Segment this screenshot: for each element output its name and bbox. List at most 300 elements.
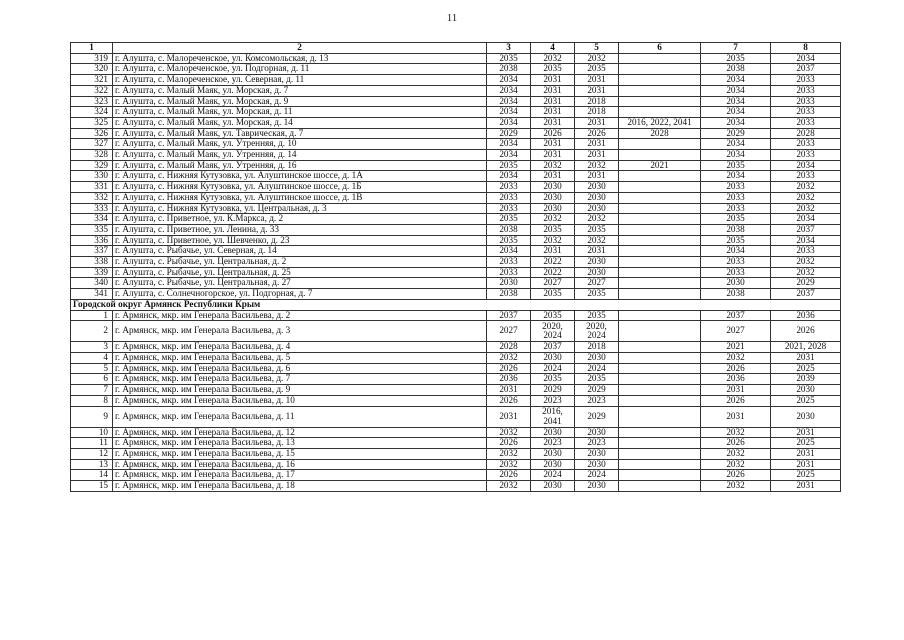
table-row [71,160,841,171]
table-cell: 2032 [531,214,575,225]
table-cell: г. Алушта, с. Малый Маяк, ул. Утренняя, д. 14 [113,150,487,161]
table-row [71,289,841,300]
table-row [71,117,841,128]
table-cell: 2034 [771,160,841,171]
table-cell: 2031 [575,75,619,86]
table-cell: 2029 [531,385,575,396]
table-cell: 2027 [575,278,619,289]
table-cell: г. Алушта, с. Малореченское, ул. Северная, д. 11 [113,75,487,86]
table-cell: 2030 [531,182,575,193]
table-cell: 2032 [575,235,619,246]
table-cell: 2036 [487,374,531,385]
table-cell: 2030 [531,192,575,203]
table-cell: 2032 [701,481,771,492]
table-cell: 2032 [771,182,841,193]
table-row [71,481,841,492]
table-cell: 2032 [575,214,619,225]
table-cell: 2034 [487,85,531,96]
table-cell: 11 [71,438,113,449]
table-cell: 2035 [575,224,619,235]
table-cell: 334 [71,214,113,225]
table-cell: 1 [71,310,113,321]
table-cell [619,289,701,300]
table-cell: 2034 [701,96,771,107]
table-cell: г. Армянск, мкр. им Генерала Васильева, д. 16 [113,459,487,470]
table-cell: г. Алушта, с. Нижняя Кутузовка, ул. Центральная, д. 3 [113,203,487,214]
table-cell: 2037 [701,310,771,321]
table-cell: 2018 [575,107,619,118]
table-cell [619,427,701,438]
table-cell: 2018 [575,96,619,107]
table-cell [619,192,701,203]
table-cell: 2025 [771,363,841,374]
table-cell [619,267,701,278]
table-cell: 4 [71,352,113,363]
table-cell: 2030 [531,352,575,363]
table-cell: 2032 [487,459,531,470]
table-cell: 2033 [771,139,841,150]
housing-table [70,42,841,492]
table-cell: 2031 [771,352,841,363]
table-cell: 2031 [575,117,619,128]
page-number: 11 [446,12,458,24]
table-cell: 2035 [531,224,575,235]
table-cell: г. Армянск, мкр. им Генерала Васильева, д. 6 [113,363,487,374]
table-cell: 2035 [575,310,619,321]
table-row [71,438,841,449]
table-cell: г. Алушта, с. Малореченское, ул. Комсомольская, д. 13 [113,53,487,64]
table-cell: 2035 [701,214,771,225]
table-cell: 2016, 2041 [531,406,575,427]
table-row [71,374,841,385]
table-cell: 2031 [575,246,619,257]
table-cell: 2032 [771,267,841,278]
table-cell: 2030 [531,459,575,470]
table-cell: 2030 [575,427,619,438]
table-cell: 2035 [487,235,531,246]
table-cell: 2030 [575,182,619,193]
table-cell: г. Алушта, с. Солнечногорское, ул. Подгорная, д. 7 [113,289,487,300]
column-header: 7 [701,43,771,54]
table-cell: 2030 [771,406,841,427]
table-cell: 2030 [575,459,619,470]
table-cell: 6 [71,374,113,385]
table-cell: 328 [71,150,113,161]
table-cell: г. Алушта, с. Рыбачье, ул. Центральная, д. 27 [113,278,487,289]
table-row [71,224,841,235]
table-cell: 2034 [487,117,531,128]
column-header: 8 [771,43,841,54]
table-cell: г. Армянск, мкр. им Генерала Васильева, д. 12 [113,427,487,438]
table-row [71,203,841,214]
table-cell: 2031 [531,107,575,118]
table-cell: 2034 [701,246,771,257]
table-cell: 2029 [575,385,619,396]
table-cell: 10 [71,427,113,438]
table-cell: 2024 [531,470,575,481]
table-cell: 2026 [575,128,619,139]
table-row [71,278,841,289]
table-cell: 2034 [487,246,531,257]
table-cell: 320 [71,64,113,75]
table-cell: 2034 [487,139,531,150]
table-row [71,64,841,75]
table-cell: 2023 [531,438,575,449]
table-cell: 2034 [487,150,531,161]
table-cell: 2035 [531,64,575,75]
table-cell: г. Армянск, мкр. им Генерала Васильева, д. 7 [113,374,487,385]
table-cell: г. Алушта, с. Приветное, ул. Шевченко, д. 23 [113,235,487,246]
table-cell: 2031 [531,96,575,107]
table-cell: 2037 [771,64,841,75]
table-cell: 2031 [771,481,841,492]
table-cell [619,352,701,363]
table-cell: 3 [71,342,113,353]
table-cell [619,171,701,182]
table-body [71,53,841,491]
table-cell: 336 [71,235,113,246]
table-cell: 2038 [487,64,531,75]
table-cell: 2024 [531,363,575,374]
table-cell: 2025 [771,395,841,406]
column-header: 3 [487,43,531,54]
table-cell [619,107,701,118]
table-row [71,427,841,438]
table-cell: 324 [71,107,113,118]
table-cell: 2026 [771,321,841,342]
table-cell: 2031 [531,117,575,128]
table-cell [619,385,701,396]
table-cell [619,321,701,342]
table-cell: 2030 [575,481,619,492]
table-cell: 2026 [701,363,771,374]
table-cell: 319 [71,53,113,64]
table-cell: г. Алушта, с. Малый Маяк, ул. Морская, д. 7 [113,85,487,96]
table-cell: г. Алушта, с. Нижняя Кутузовка, ул. Алуштинское шоссе, д. 1А [113,171,487,182]
table-cell: 2033 [701,182,771,193]
table-cell: г. Армянск, мкр. им Генерала Васильева, д. 4 [113,342,487,353]
table-row [71,257,841,268]
table-cell: 2031 [771,459,841,470]
section-title: Городской округ Армянск Республики Крым [71,299,841,310]
table-cell: 2033 [771,96,841,107]
table-row [71,85,841,96]
table-cell: 2031 [575,150,619,161]
table-cell: г. Алушта, с. Малый Маяк, ул. Утренняя, д. 10 [113,139,487,150]
table-cell: 2034 [701,85,771,96]
table-cell [619,406,701,427]
table-cell: г. Алушта, с. Приветное, ул. К.Маркса, д. 2 [113,214,487,225]
table-cell: г. Алушта, с. Приветное, ул. Ленина, д. 33 [113,224,487,235]
table-cell: 2033 [701,192,771,203]
table-cell: 2035 [487,53,531,64]
table-cell: 2034 [487,75,531,86]
table-cell: 325 [71,117,113,128]
table-cell: 2032 [701,459,771,470]
table-cell: г. Алушта, с. Малый Маяк, ул. Морская, д. 9 [113,96,487,107]
table-cell: 2032 [575,160,619,171]
table-cell: 2026 [487,438,531,449]
table-cell: 2030 [487,278,531,289]
table-cell: г. Армянск, мкр. им Генерала Васильева, д. 9 [113,385,487,396]
table-cell: 2030 [531,203,575,214]
table-cell: 2036 [701,374,771,385]
table-cell: 2033 [771,107,841,118]
table-cell: 2023 [531,395,575,406]
table-cell: 2034 [487,107,531,118]
table-cell: 2032 [575,53,619,64]
table-cell: г. Армянск, мкр. им Генерала Васильева, д. 15 [113,448,487,459]
table-cell: 2033 [487,203,531,214]
table-row [71,182,841,193]
table-row [71,53,841,64]
table-cell: 2037 [771,289,841,300]
table-cell: 2038 [701,64,771,75]
table-cell: 5 [71,363,113,374]
table-cell: 2034 [487,171,531,182]
table-cell: 2034 [487,96,531,107]
table-cell: 2031 [701,406,771,427]
table-cell: 2039 [771,374,841,385]
table-cell [619,214,701,225]
table-cell: 2036 [771,310,841,321]
table-cell: 7 [71,385,113,396]
table-cell: 2031 [575,171,619,182]
table-cell: 2033 [771,85,841,96]
table-cell: 2031 [771,448,841,459]
table-cell: 2033 [487,267,531,278]
table-cell [619,395,701,406]
table-cell: 2035 [701,235,771,246]
table-cell: 2032 [531,160,575,171]
table-cell: 8 [71,395,113,406]
table-cell: 2031 [531,150,575,161]
table-cell: 2030 [575,267,619,278]
table-cell [619,459,701,470]
table-cell: 2025 [771,470,841,481]
table-cell: 2032 [701,352,771,363]
table-cell: г. Армянск, мкр. им Генерала Васильева, д. 18 [113,481,487,492]
table-row [71,448,841,459]
table-cell: 2034 [701,171,771,182]
table-cell: г. Алушта, с. Нижняя Кутузовка, ул. Алуштинское шоссе, д. 1Б [113,182,487,193]
section-row [71,299,841,310]
table-row [71,214,841,225]
table-cell: 2035 [531,289,575,300]
table-row [71,75,841,86]
table-row [71,267,841,278]
table-cell: 14 [71,470,113,481]
table-cell: г. Алушта, с. Малый Маяк, ул. Морская, д. 11 [113,107,487,118]
table-cell: 2030 [575,352,619,363]
table-cell: 2021 [701,342,771,353]
table-cell: 2030 [575,203,619,214]
table-cell [619,96,701,107]
table-cell: 2038 [701,289,771,300]
table-cell [619,438,701,449]
column-header: 5 [575,43,619,54]
table-row [71,352,841,363]
table-cell: 2031 [487,385,531,396]
table-cell: г. Алушта, с. Рыбачье, ул. Центральная, д. 2 [113,257,487,268]
table-cell: 2025 [771,438,841,449]
table-cell: 2031 [575,139,619,150]
table-cell: 2035 [487,160,531,171]
table-cell [619,374,701,385]
table-row [71,363,841,374]
table-cell: 2018 [575,342,619,353]
table-cell: 2031 [531,139,575,150]
table-cell [619,235,701,246]
table-cell: 2037 [771,224,841,235]
table-row [71,139,841,150]
table-cell: 2037 [487,310,531,321]
table-cell: 323 [71,96,113,107]
table-cell: 2026 [531,128,575,139]
table-cell [619,75,701,86]
table-cell: 2026 [701,395,771,406]
table-cell [619,224,701,235]
table-cell [619,64,701,75]
table-cell: 340 [71,278,113,289]
table-cell: 2038 [487,289,531,300]
table-cell: 2023 [575,438,619,449]
table-cell: 2031 [701,385,771,396]
table-row [71,385,841,396]
table-row [71,171,841,182]
table-row [71,310,841,321]
table-cell: 337 [71,246,113,257]
table-cell: 333 [71,203,113,214]
table-cell [619,481,701,492]
table-cell: 2034 [701,107,771,118]
table-cell: 2030 [701,278,771,289]
table-cell: 332 [71,192,113,203]
table-cell: 2032 [531,53,575,64]
table-cell: г. Алушта, с. Малореченское, ул. Подгорная, д. 11 [113,64,487,75]
table-cell: 321 [71,75,113,86]
table-cell: 2035 [701,160,771,171]
table-cell: 2034 [701,75,771,86]
table-cell: 2027 [531,278,575,289]
table-cell: 322 [71,85,113,96]
table-cell: 2026 [487,363,531,374]
table-cell: г. Алушта, с. Малый Маяк, ул. Таврическая, д. 7 [113,128,487,139]
table-cell: 2033 [771,117,841,128]
table-cell [619,203,701,214]
table-cell: 2027 [701,321,771,342]
table-cell: 2031 [771,427,841,438]
table-cell [619,150,701,161]
table-cell: 2030 [771,385,841,396]
table-cell [619,139,701,150]
table-cell: 2028 [487,342,531,353]
table-cell: 2033 [487,257,531,268]
table-cell: 331 [71,182,113,193]
table-row [71,96,841,107]
column-header: 4 [531,43,575,54]
table-cell: 339 [71,267,113,278]
table-cell: 2034 [771,53,841,64]
table-cell: г. Армянск, мкр. им Генерала Васильева, д. 3 [113,321,487,342]
table-cell: 2035 [487,214,531,225]
table-cell: 326 [71,128,113,139]
table-cell [619,470,701,481]
table-cell: г. Алушта, с. Рыбачье, ул. Северная, д. 14 [113,246,487,257]
table-cell: 2032 [701,448,771,459]
table-cell: 2032 [487,352,531,363]
table-cell: 2022 [531,267,575,278]
table-cell: г. Армянск, мкр. им Генерала Васильева, д. 5 [113,352,487,363]
table-cell [619,85,701,96]
table-cell: 2026 [701,470,771,481]
table-cell: г. Алушта, с. Рыбачье, ул. Центральная, д. 25 [113,267,487,278]
table-cell: 2033 [487,182,531,193]
table-cell: 2033 [771,75,841,86]
table-cell: 2024 [575,363,619,374]
table-cell: 2023 [575,395,619,406]
table-cell: 2035 [575,289,619,300]
table-cell: 2022 [531,257,575,268]
table-cell: 2027 [487,321,531,342]
table-cell: 2026 [487,470,531,481]
table-cell: 338 [71,257,113,268]
table-cell: 2030 [575,192,619,203]
table-cell: 2020, 2024 [575,321,619,342]
table-cell: 2031 [487,406,531,427]
table-cell: 12 [71,448,113,459]
table-cell: г. Алушта, с. Малый Маяк, ул. Утренняя, д. 16 [113,160,487,171]
table-cell: 2030 [575,257,619,268]
table-cell: 329 [71,160,113,171]
table-cell: 2028 [771,128,841,139]
table-row [71,321,841,342]
table-cell [619,342,701,353]
table-row [71,107,841,118]
table-row [71,459,841,470]
table-cell: 2029 [701,128,771,139]
table-cell: 2034 [701,117,771,128]
column-header: 1 [71,43,113,54]
table-cell: 2032 [531,235,575,246]
table-cell: 2031 [531,75,575,86]
table-cell [619,182,701,193]
table-cell: 2 [71,321,113,342]
table-cell: 2032 [771,257,841,268]
table-cell: 2035 [701,53,771,64]
table-cell: 2034 [701,139,771,150]
table-cell: 341 [71,289,113,300]
table-cell: г. Алушта, с. Нижняя Кутузовка, ул. Алуштинское шоссе, д. 1В [113,192,487,203]
table-cell: 2038 [487,224,531,235]
table-cell: 2030 [531,481,575,492]
table-cell: 2033 [701,267,771,278]
table-cell: 2031 [575,85,619,96]
table-cell: 9 [71,406,113,427]
table-cell [619,278,701,289]
table-cell: 2030 [531,448,575,459]
table-cell [619,257,701,268]
table-cell: 13 [71,459,113,470]
table-cell: 2031 [531,85,575,96]
table-cell: 2021, 2028 [771,342,841,353]
table-cell: 2035 [575,374,619,385]
table-cell [619,310,701,321]
table-cell: 2038 [701,224,771,235]
table-cell: 2032 [771,192,841,203]
table-cell: 2034 [701,150,771,161]
header-row [71,43,841,54]
